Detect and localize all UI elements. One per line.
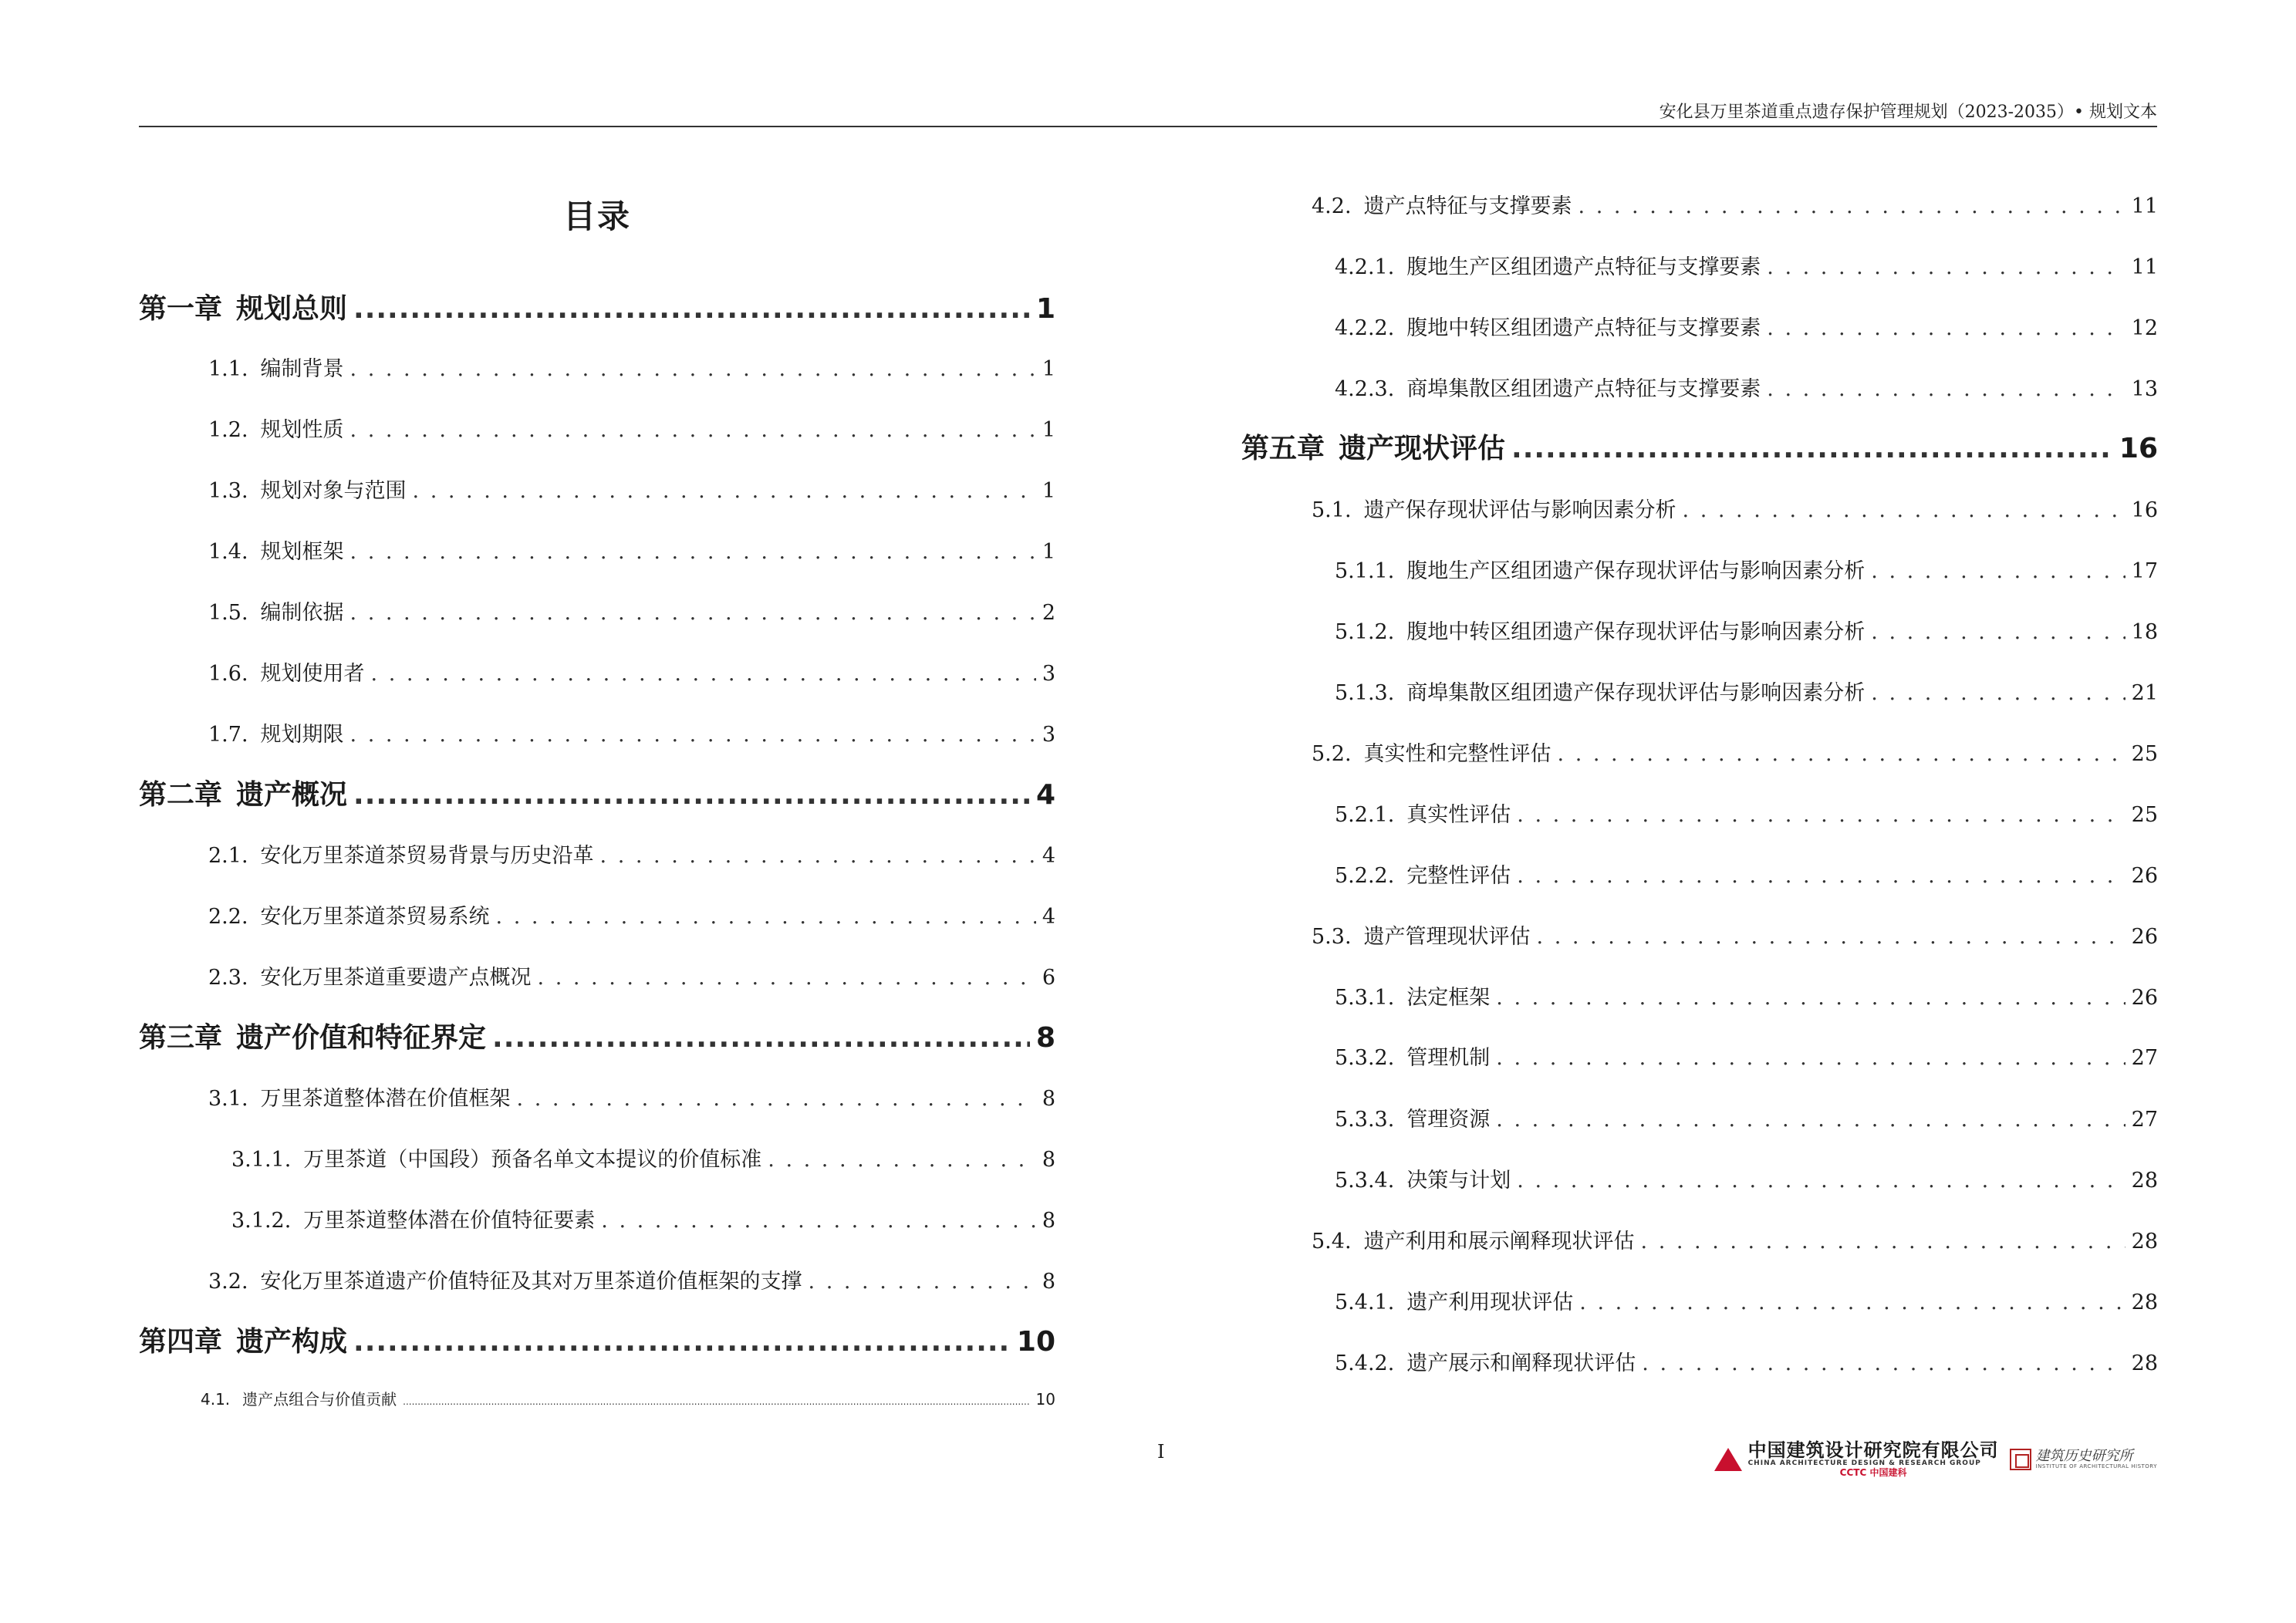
toc-entry-number: 1.3. [208, 479, 248, 503]
toc-chapter-entry[interactable] [1241, 427, 2158, 465]
toc-entry-number: 5.4. [1312, 1230, 1352, 1254]
toc-leader-dots [1579, 1291, 2125, 1314]
toc-leader-dots [350, 540, 1036, 564]
toc-leader-dots [1767, 316, 2125, 340]
toc-entry-title: 遗产现状评估 [1339, 433, 1506, 464]
toc-page-number: 28 [2131, 1230, 2158, 1254]
toc-page-number: 3 [1042, 662, 1055, 686]
toc-leader-dots [1496, 1108, 2125, 1132]
toc-leader-dots [1496, 986, 2125, 1010]
toc-leader-dots [353, 1326, 1011, 1358]
toc-entry-number: 2.3. [208, 966, 248, 990]
toc-page-number: 18 [2131, 620, 2158, 644]
toc-entry-title: 决策与计划 [1406, 1169, 1511, 1193]
toc-entry[interactable] [1312, 189, 2158, 220]
toc-entry[interactable] [208, 413, 1055, 444]
toc-entry-title: 遗产展示和阐释现状评估 [1406, 1351, 1636, 1375]
toc-entry-title: 规划使用者 [260, 662, 365, 686]
toc-entry[interactable] [208, 1264, 1055, 1295]
toc-leader-dots [1537, 925, 2125, 949]
toc-entry-number: 5.1.3. [1335, 681, 1395, 705]
toc-page-number: 4 [1035, 779, 1055, 811]
toc-entry-title: 遗产点组合与价值贡献 [242, 1390, 397, 1409]
toc-entry-number: 1.1. [208, 357, 248, 381]
toc-page-number: 1 [1042, 540, 1055, 564]
toc-entry[interactable] [1335, 372, 2158, 403]
cadg-logo-name: 中国建筑设计研究院有限公司 [1747, 1439, 1999, 1461]
cadg-logo-english: CHINA ARCHITECTURE DESIGN & RESEARCH GROUP [1747, 1459, 1981, 1468]
toc-entry-number: 5.4.1. [1335, 1291, 1395, 1314]
toc-entry-title: 规划期限 [260, 723, 344, 747]
toc-leader-dots [538, 966, 1036, 990]
toc-page-number: 2 [1042, 601, 1055, 625]
toc-entry-number: 4.2.2. [1335, 316, 1395, 340]
toc-entry-title: 万里茶道（中国段）预备名单文本提议的价值标准 [303, 1148, 762, 1172]
toc-entry[interactable] [1335, 250, 2158, 281]
toc-entry[interactable] [1335, 615, 2158, 646]
toc-entry[interactable] [208, 596, 1055, 626]
toc-leader-dots [1517, 1169, 2125, 1193]
toc-leader-dots [492, 1022, 1030, 1054]
toc-page-number: 25 [2131, 742, 2158, 766]
toc-entry[interactable] [208, 717, 1055, 748]
toc-page-number: 11 [2131, 255, 2158, 279]
toc-chapter-entry[interactable] [139, 287, 1055, 326]
toc-leader-dots [353, 293, 1030, 325]
toc-entry-number: 1.2. [208, 418, 248, 442]
toc-entry[interactable] [1335, 676, 2158, 707]
toc-page-number: 8 [1042, 1148, 1055, 1172]
iah-logo-english: INSTITUTE OF ARCHITECTURAL HISTORY [2035, 1463, 2157, 1469]
toc-page-number: 26 [2131, 925, 2158, 949]
toc-entry-title: 腹地生产区组团遗产点特征与支撑要素 [1406, 255, 1761, 279]
toc-leader-dots [350, 357, 1036, 381]
toc-entry-title: 真实性评估 [1406, 803, 1511, 827]
toc-page-number: 4 [1042, 905, 1055, 929]
toc-entry[interactable] [1335, 1102, 2158, 1133]
toc-page-number: 28 [2131, 1291, 2158, 1314]
toc-entry[interactable] [1312, 493, 2158, 524]
toc-leader-dots [1517, 803, 2125, 827]
iah-logo [2010, 1449, 2157, 1470]
toc-entry[interactable] [1312, 1224, 2158, 1255]
toc-entry-title: 安化万里茶道茶贸易背景与历史沿革 [260, 844, 594, 868]
toc-page-number: 10 [1035, 1390, 1055, 1409]
toc-entry[interactable] [1335, 1346, 2158, 1377]
toc-entry[interactable] [1335, 1041, 2158, 1071]
toc-entry-title: 管理机制 [1406, 1046, 1491, 1070]
toc-page-number: 28 [2131, 1351, 2158, 1375]
toc-entry-number: 4.2.3. [1335, 377, 1395, 401]
cadg-mark-icon [1714, 1448, 1742, 1471]
toc-entry[interactable] [208, 1081, 1055, 1112]
toc-entry[interactable] [208, 474, 1055, 504]
cadg-logo [1714, 1441, 1999, 1477]
toc-entry-number: 3.1.2. [231, 1209, 292, 1233]
toc-leader-dots [601, 1209, 1036, 1233]
toc-entry-title: 遗产利用现状评估 [1406, 1291, 1574, 1314]
toc-entry-number: 第四章 [139, 1326, 223, 1358]
toc-entry-title: 编制背景 [260, 357, 344, 381]
page-number: I [1157, 1441, 1165, 1463]
toc-leader-dots [1511, 433, 2113, 464]
toc-entry-number: 5.2.1. [1335, 803, 1395, 827]
toc-page-number: 16 [2119, 433, 2158, 464]
toc-entry-title: 万里茶道整体潜在价值框架 [260, 1087, 511, 1111]
toc-entry-title: 安化万里茶道遗产价值特征及其对万里茶道价值框架的支撑 [260, 1270, 802, 1294]
toc-entry-number: 1.5. [208, 601, 248, 625]
toc-leader-dots [1871, 620, 2125, 644]
toc-leader-dots [353, 779, 1030, 811]
toc-page-number: 1 [1042, 357, 1055, 381]
toc-leader-dots [350, 601, 1036, 625]
toc-entry-number: 4.2.1. [1335, 255, 1395, 279]
toc-page-number: 13 [2131, 377, 2158, 401]
toc-leader-dots [413, 479, 1036, 503]
toc-entry[interactable] [208, 352, 1055, 383]
cctc-logo: CCTC 中国建科 [1839, 1466, 1907, 1478]
toc-entry-title: 遗产利用和展示阐释现状评估 [1363, 1230, 1635, 1254]
toc-entry-number: 2.2. [208, 905, 248, 929]
toc-leader-dots [350, 418, 1036, 442]
toc-page-number: 10 [1016, 1326, 1055, 1358]
toc-entry-title: 法定框架 [1406, 986, 1491, 1010]
toc-entry-number: 5.3. [1312, 925, 1352, 949]
toc-entry-title: 遗产管理现状评估 [1363, 925, 1531, 949]
toc-entry[interactable] [1335, 1285, 2158, 1316]
toc-page-number: 8 [1042, 1209, 1055, 1233]
toc-leader-dots [1641, 1230, 2125, 1254]
toc-leader-dots [1871, 681, 2125, 705]
toc-entry-title: 规划性质 [260, 418, 344, 442]
toc-entry[interactable] [1312, 737, 2158, 768]
toc-leader-dots [600, 844, 1036, 868]
toc-page-number: 8 [1042, 1270, 1055, 1294]
toc-chapter-entry[interactable] [139, 1320, 1055, 1358]
toc-entry[interactable] [208, 838, 1055, 869]
toc-entry[interactable] [201, 1387, 1055, 1410]
toc-entry-title: 编制依据 [260, 601, 344, 625]
toc-leader-dots [1767, 255, 2125, 279]
toc-leader-dots [1578, 194, 2125, 218]
toc-entry-number: 4.1. [201, 1390, 231, 1409]
toc-entry[interactable] [231, 1203, 1055, 1234]
toc-entry-number: 5.2. [1312, 742, 1352, 766]
toc-leader-dots [350, 723, 1036, 747]
toc-entry-number: 5.3.4. [1335, 1169, 1395, 1193]
toc-page-number: 12 [2131, 316, 2158, 340]
toc-page-number: 28 [2131, 1169, 2158, 1193]
toc-leader-dots [1558, 742, 2125, 766]
toc-entry-number: 5.4.2. [1335, 1351, 1395, 1375]
toc-entry-number: 1.7. [208, 723, 248, 747]
toc-leader-dots [1871, 559, 2125, 583]
toc-leader-dots [1767, 377, 2125, 401]
toc-page-number: 4 [1042, 844, 1055, 868]
toc-entry-number: 5.3.2. [1335, 1046, 1395, 1070]
toc-entry-number: 5.1.2. [1335, 620, 1395, 644]
toc-entry[interactable] [1335, 1163, 2158, 1194]
toc-leader-dots [496, 905, 1036, 929]
toc-entry-number: 第一章 [139, 293, 223, 325]
toc-title: 目录 [562, 197, 631, 235]
toc-leader-dots [768, 1148, 1036, 1172]
document-header-title: 安化县万里茶道重点遗存保护管理规划（2023-2035）• 规划文本 [1659, 103, 2157, 122]
toc-leader-dots [1642, 1351, 2125, 1375]
toc-leader-dots [1517, 864, 2125, 888]
toc-entry-title: 规划框架 [260, 540, 344, 564]
toc-entry-number: 第二章 [139, 779, 223, 811]
toc-entry-title: 遗产保存现状评估与影响因素分析 [1363, 498, 1676, 522]
toc-entry-title: 规划对象与范围 [260, 479, 407, 503]
header-divider [139, 126, 2157, 127]
toc-page-number: 8 [1042, 1087, 1055, 1111]
toc-page-number: 8 [1035, 1022, 1055, 1054]
toc-entry[interactable] [1312, 919, 2158, 950]
toc-page-number: 26 [2131, 986, 2158, 1010]
toc-entry[interactable] [208, 899, 1055, 930]
toc-entry-number: 5.3.1. [1335, 986, 1395, 1010]
toc-entry-number: 第五章 [1241, 433, 1325, 464]
toc-entry-number: 5.2.2. [1335, 864, 1395, 888]
toc-entry[interactable] [231, 1142, 1055, 1173]
toc-entry-title: 商埠集散区组团遗产保存现状评估与影响因素分析 [1406, 681, 1866, 705]
iah-seal-icon [2010, 1449, 2031, 1470]
toc-leader-dots [1496, 1046, 2125, 1070]
toc-entry-title: 安化万里茶道茶贸易系统 [260, 905, 490, 929]
toc-entry[interactable] [1335, 980, 2158, 1011]
toc-leader-dots [1683, 498, 2125, 522]
toc-entry-title: 完整性评估 [1406, 864, 1511, 888]
toc-entry[interactable] [1335, 859, 2158, 889]
toc-entry-number: 3.1. [208, 1087, 248, 1111]
toc-entry-title: 安化万里茶道重要遗产点概况 [260, 966, 532, 990]
toc-page-number: 26 [2131, 864, 2158, 888]
toc-entry-number: 第三章 [139, 1022, 223, 1054]
toc-entry-number: 3.1.1. [231, 1148, 292, 1172]
toc-page-number: 1 [1042, 479, 1055, 503]
toc-entry[interactable] [1335, 798, 2158, 828]
toc-entry-title: 腹地中转区组团遗产点特征与支撑要素 [1406, 316, 1761, 340]
toc-page-number: 11 [2131, 194, 2158, 218]
toc-page-number: 25 [2131, 803, 2158, 827]
toc-entry-number: 5.1.1. [1335, 559, 1395, 583]
toc-entry-title: 腹地中转区组团遗产保存现状评估与影响因素分析 [1406, 620, 1866, 644]
toc-page-number: 16 [2131, 498, 2158, 522]
toc-entry-title: 管理资源 [1406, 1108, 1491, 1132]
toc-entry-number: 4.2. [1312, 194, 1352, 218]
toc-entry-number: 5.1. [1312, 498, 1352, 522]
toc-chapter-entry[interactable] [139, 1016, 1055, 1054]
toc-entry-number: 1.6. [208, 662, 248, 686]
toc-entry[interactable] [1335, 554, 2158, 585]
toc-page-number: 27 [2131, 1046, 2158, 1070]
toc-entry-title: 商埠集散区组团遗产点特征与支撑要素 [1406, 377, 1761, 401]
toc-page-number: 6 [1042, 966, 1055, 990]
toc-entry-number: 2.1. [208, 844, 248, 868]
toc-entry[interactable] [208, 656, 1055, 687]
toc-entry-title: 遗产价值和特征界定 [236, 1022, 487, 1054]
toc-page-number: 17 [2131, 559, 2158, 583]
toc-page-number: 1 [1035, 293, 1055, 325]
toc-entry-title: 真实性和完整性评估 [1363, 742, 1551, 766]
toc-entry-title: 遗产点特征与支撑要素 [1363, 194, 1572, 218]
toc-entry-number: 5.3.3. [1335, 1108, 1395, 1132]
toc-entry[interactable] [208, 535, 1055, 565]
toc-page-number: 3 [1042, 723, 1055, 747]
iah-logo-name: 建筑历史研究所 [2035, 1447, 2133, 1464]
toc-leader-dots [371, 662, 1036, 686]
toc-leader-dots [517, 1087, 1036, 1111]
toc-page-number: 27 [2131, 1108, 2158, 1132]
toc-chapter-entry[interactable] [139, 773, 1055, 812]
toc-entry-title: 腹地生产区组团遗产保存现状评估与影响因素分析 [1406, 559, 1866, 583]
toc-leader-dots [403, 1390, 1029, 1409]
footer-logos [1714, 1441, 2157, 1477]
toc-page-number: 1 [1042, 418, 1055, 442]
toc-entry-number: 1.4. [208, 540, 248, 564]
toc-page-number: 21 [2131, 681, 2158, 705]
toc-entry[interactable] [208, 960, 1055, 991]
toc-entry-title: 万里茶道整体潜在价值特征要素 [303, 1209, 596, 1233]
toc-entry-title: 规划总则 [236, 293, 348, 325]
toc-leader-dots [809, 1270, 1036, 1294]
toc-entry[interactable] [1335, 311, 2158, 342]
toc-entry-title: 遗产概况 [236, 779, 348, 811]
toc-entry-title: 遗产构成 [236, 1326, 348, 1358]
toc-entry-number: 3.2. [208, 1270, 248, 1294]
